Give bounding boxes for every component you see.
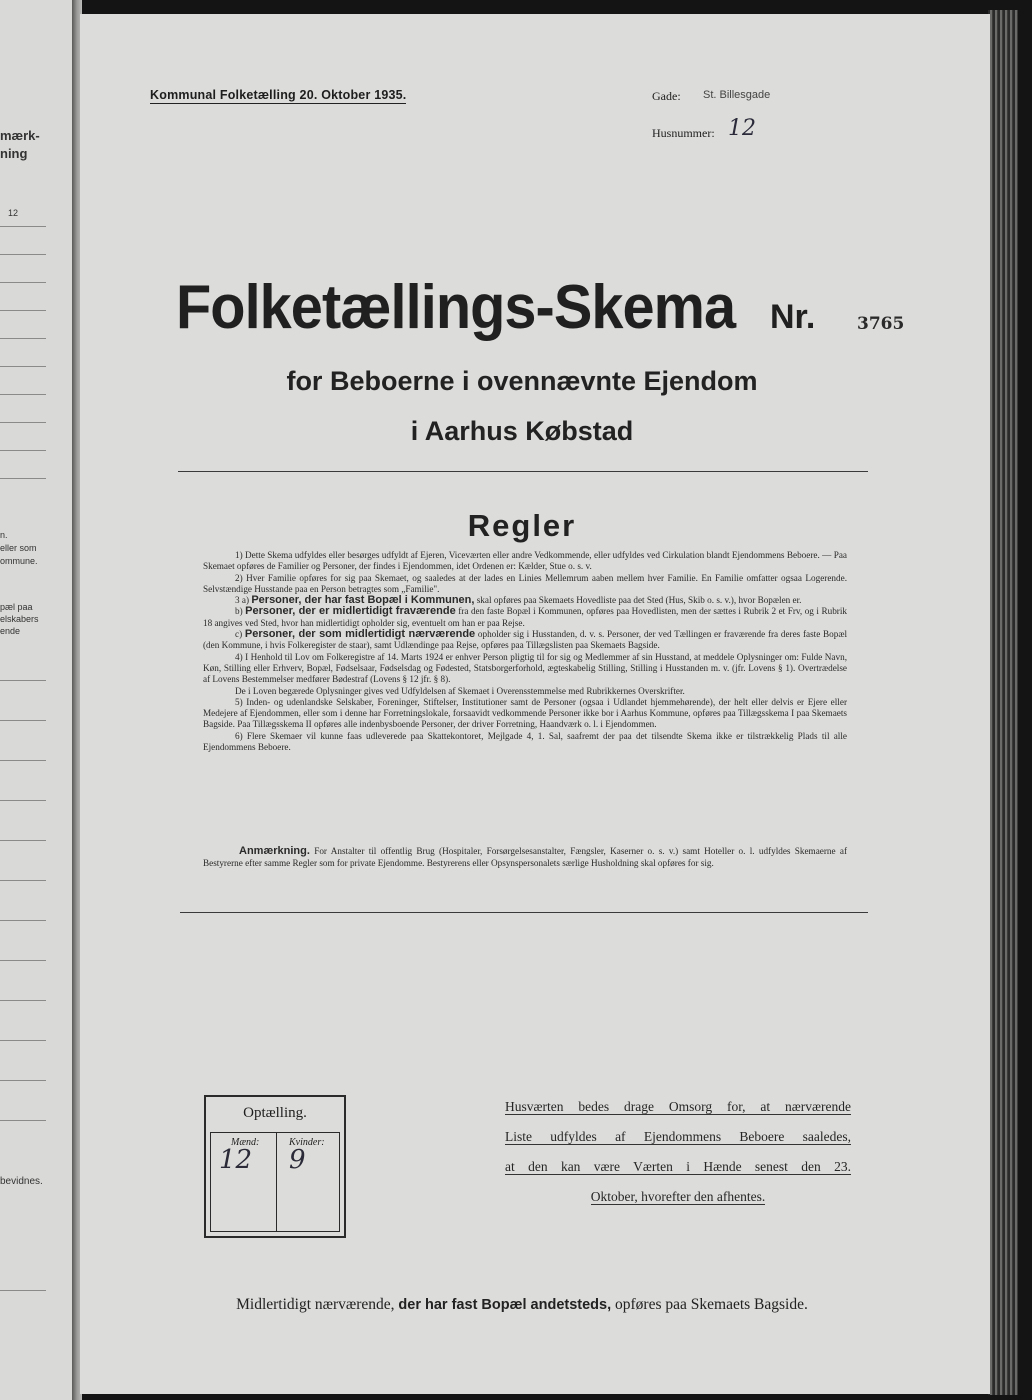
- notice-line: [505, 1098, 851, 1115]
- rule-paragraph: De i Loven begærede Oplysninger gives ved Udfyldelsen af Skemaet i Overensstemmelse med Rubrikkernes Overskrifter.: [235, 685, 685, 696]
- rule-paragraph: [203, 606, 847, 629]
- rule-emphasis: Personer, der som midlertidigt nærværende: [244, 628, 476, 641]
- street-label: Gade:: [652, 89, 681, 103]
- left-page-text: n.: [0, 530, 8, 540]
- census-header: Kommunal Folketælling 20. Oktober 1935.: [150, 88, 407, 102]
- left-page-rule: [0, 760, 46, 761]
- rule-paragraph: 2) Hver Familie opføres for sig paa Skemaet, og saaledes at der lades en Linies Mellemrum aaben mellem hver Familie. En Familie omfatter ogsaa Logerende. Selvstændige Husstande paa en Person betragtes som „Familie".: [203, 572, 847, 594]
- left-page-rule: [0, 800, 46, 801]
- footer-text: Midlertidigt nærværende,: [236, 1296, 395, 1313]
- form-number-stamp: 3765: [857, 314, 905, 334]
- rule-paragraph: 5) Inden- og udenlandske Selskaber, Foreninger, Stiftelser, Institutioner samt de Personer (ogsaa i Udlandet hjemmehørende), der helt eller delvis er Ejere eller Medejere af Ejendommen, eller som i denne har Forretningslokale, forsaavidt vedkommende Personer ikke bor i Aarhus Kommune, opføres paa Tillægsskema I paa Skemaets Bagside. Paa Tillægsskema II opføres alle indenbysboende Personer, der driver Forretning, Haandværk o. l. i Ejendommen.: [203, 696, 847, 730]
- left-page-rule: [0, 310, 46, 311]
- notice-line: [505, 1128, 851, 1145]
- left-page-rule: [0, 338, 46, 339]
- form-title: Folketællings-Skema: [176, 273, 736, 342]
- rules-heading: Regler: [467, 508, 577, 543]
- notice-text: at den kan være Værten i Hænde senest den 23.: [505, 1159, 851, 1174]
- notice-text: Husværten bedes drage Omsorg for, at nærværende: [505, 1099, 851, 1114]
- rule-emphasis: Personer, der har fast Bopæl i Kommunen,: [251, 594, 475, 607]
- left-page-rule: [0, 450, 46, 451]
- count-divider: [276, 1133, 277, 1231]
- left-page-rule: [0, 1080, 46, 1081]
- rule-emphasis: Personer, der er midlertidigt fraværende: [245, 605, 456, 618]
- women-count-handwritten: 9: [289, 1145, 306, 1175]
- rule-paragraph: 1) Dette Skema udfyldes eller besørges udfyldt af Ejeren, Viceværten eller andre Vedkommende, eller udfyldes ved Cirkulation blandt Ejendommens Beboere. — Paa Skemaet opføres de Familier og Personer, der findes i Ejendommen, idet Ordenen er: Kælder, Stue o. s. v.: [203, 550, 847, 572]
- rules-text: [203, 550, 847, 753]
- left-page-rule: [0, 720, 46, 721]
- notice-text: Liste udfyldes af Ejendommens Beboere saaledes,: [505, 1129, 851, 1144]
- left-page-rule: [0, 1000, 46, 1001]
- notice-line: [505, 1188, 851, 1205]
- footer-text: opføres paa Skemaets Bagside.: [615, 1296, 808, 1313]
- footer-instruction: [0, 1296, 1032, 1314]
- notice-text: Oktober, hvorefter den afhentes.: [590, 1189, 766, 1204]
- left-page-text: ning: [0, 146, 28, 161]
- remark-note: [203, 846, 847, 869]
- count-title: Optælling.: [243, 1105, 307, 1121]
- rule-text: opholder sig i Husstanden, d. v. s. Personer, der ved Tællingen er fraværende fra deres faste Bopæl (den Kommune, i hvis Folkeregister de staar), samt Udlændinge paa Rejse, opføres paa Tillægslisten paa Skemaets Bagside.: [203, 629, 848, 651]
- left-page-rule: [0, 1040, 46, 1041]
- rule-prefix: c): [235, 629, 243, 640]
- rule-paragraph: [203, 629, 847, 652]
- count-table: [210, 1132, 340, 1232]
- remark-paragraph: [203, 846, 847, 869]
- house-number-handwritten: 12: [728, 116, 756, 141]
- page-edges: [988, 10, 1018, 1395]
- left-page-rule: [0, 1290, 46, 1291]
- left-page-text: ende: [0, 626, 21, 636]
- left-page-text: pæl paa: [0, 602, 33, 612]
- form-subtitle: for Beboerne i ovennævnte Ejendom: [286, 366, 758, 396]
- left-page-text: bevidnes.: [0, 1176, 43, 1187]
- left-page-rule: [0, 680, 46, 681]
- left-page-rule: [0, 226, 46, 227]
- remark-lead: Anmærkning.: [239, 845, 310, 857]
- left-page-fragment: [0, 0, 74, 1400]
- left-page-text: eller som: [0, 543, 37, 553]
- landlord-notice: [505, 1098, 851, 1218]
- rule-paragraph: 4) I Henhold til Lov om Folkeregistre af 14. Marts 1924 er enhver Person pligtig til for sig og Medlemmer af sin Husstand, at meddele Oplysninger om: Fulde Navn, Køn, Stilling eller Erhverv, Bopæl, Fødselsaar, Fødselsdag og Fødested, Statsborgerforhold, ægteskabelig Stilling, Stilling i Husstanden m. v. (jfr. Lovens § 1). Overtrædelse af Lovens Bestemmelser medfører Bødestraf (Lovens § 12 jfr. § 8).: [203, 651, 847, 685]
- rule-prefix: 3 a): [235, 595, 250, 606]
- rule-prefix: b): [235, 606, 243, 617]
- left-page-rule: [0, 254, 46, 255]
- street-value: St. Billesgade: [703, 89, 771, 101]
- notice-line: [505, 1158, 851, 1175]
- rule-paragraph: 6) Flere Skemaer vil kunne faas udleverede paa Skattekontoret, Mejlgade 4, 1. Sal, saafremt der paa det tilsendte Skema ikke er tilstrækkelig Plads til alle Ejendommens Beboere.: [203, 730, 847, 753]
- left-page-rule: [0, 478, 46, 479]
- men-count-handwritten: 12: [219, 1145, 253, 1175]
- house-number-label: Husnummer:: [652, 126, 715, 140]
- left-page-rule: [0, 840, 46, 841]
- left-page-rule: [0, 282, 46, 283]
- rule-text: skal opføres paa Skemaets Hovedliste paa det Sted (Hus, Skib o. s. v.), hvor Bopælen er.: [476, 595, 802, 606]
- left-page-text: elskabers: [0, 614, 39, 624]
- left-page-text: ommune.: [0, 556, 38, 566]
- women-label: Kvinder:: [289, 1137, 325, 1148]
- rule-text: fra den faste Bopæl i Kommunen, opføres paa Hovedlisten, men der sættes i Rubrik 2 et Frv, og i Rubrik 18 angives ved Sted, hvor han midlertidigt opholder sig, eventuelt om han er paa Rejse.: [203, 606, 847, 628]
- divider-line: [178, 471, 868, 472]
- form-number-label: Nr.: [770, 298, 816, 336]
- left-page-rule: [0, 960, 46, 961]
- left-page-text: mærk-: [0, 128, 40, 143]
- men-label: Mænd:: [231, 1137, 260, 1148]
- footer-emphasis: der har fast Bopæl andetsteds,: [398, 1297, 612, 1313]
- left-page-rule: [0, 880, 46, 881]
- divider-line: [180, 912, 868, 913]
- remark-text: For Anstalter til offentlig Brug (Hospitaler, Forsørgelsesanstalter, Fængsler, Kaserner o. s. v.) samt Hoteller o. l. udfyldes Skemaerne af Bestyrerne efter samme Regler som for private Ejendomme. Bestyrerens eller Opsynspersonalets særlige Husholdning skal opføres for sig.: [203, 846, 848, 868]
- left-page-text: 12: [8, 208, 19, 218]
- left-page-rule: [0, 920, 46, 921]
- form-subtitle-city: i Aarhus Købstad: [410, 416, 634, 446]
- count-box: [204, 1095, 346, 1238]
- left-page-rule: [0, 1120, 46, 1121]
